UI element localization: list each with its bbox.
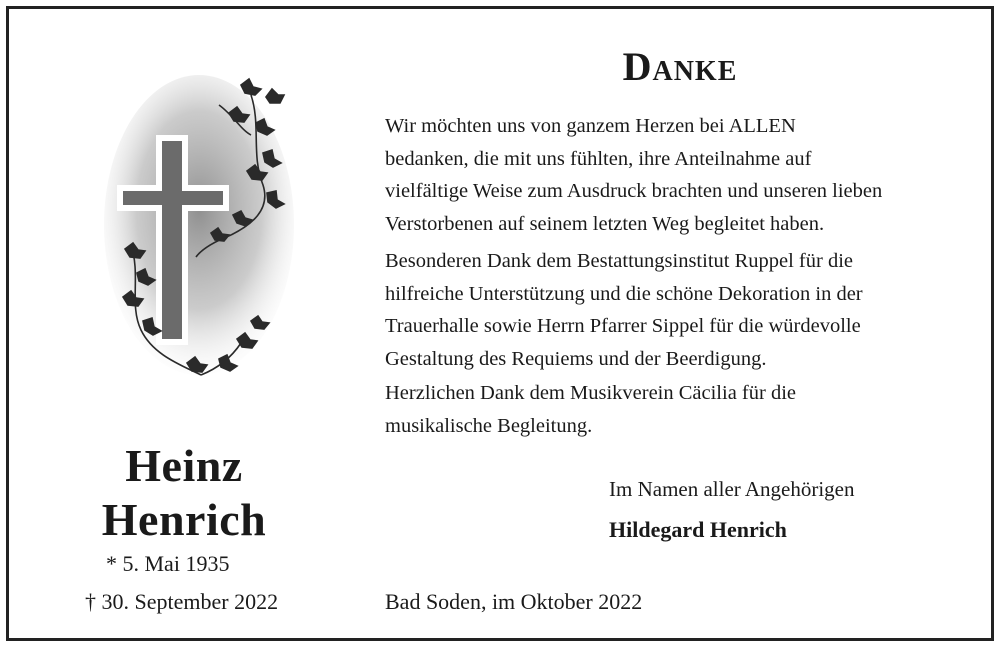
text-line: hilfreiche Unterstützung und die schöne Dekoration in der bbox=[385, 282, 863, 305]
text-line: Herzlichen Dank dem Musikverein Cäcilia für die bbox=[385, 382, 796, 404]
birth-date: * 5. Mai 1935 bbox=[106, 551, 230, 576]
text-line: vielfältige Weise zum Ausdruck brachten und unseren lieben bbox=[385, 180, 883, 202]
deceased-first-name: Heinz bbox=[125, 440, 243, 491]
cross-with-ivy-icon bbox=[101, 75, 301, 393]
deceased-last-name: Henrich bbox=[101, 494, 267, 545]
paragraph-music-thanks bbox=[385, 377, 985, 442]
text-line: bedanken, die mit uns fühlten, ihre Anteilnahme auf bbox=[385, 147, 812, 170]
paragraph-thanks-all bbox=[385, 110, 985, 240]
obituary-notice bbox=[6, 6, 994, 641]
heading-title: Danke bbox=[622, 44, 738, 89]
text-line: musikalische Begleitung. bbox=[385, 414, 593, 437]
text-line: Verstorbenen auf seinem letzten Weg begleitet haben. bbox=[385, 212, 825, 235]
thank-you-column bbox=[385, 9, 985, 638]
text-line: Gestaltung des Requiems und der Beerdigung. bbox=[385, 347, 767, 370]
place-and-date: Bad Soden, im Oktober 2022 bbox=[385, 589, 643, 614]
signer-name: Hildegard Henrich bbox=[609, 517, 787, 542]
signoff-text: Im Namen aller Angehörigen bbox=[609, 477, 855, 501]
deceased-column bbox=[9, 9, 379, 638]
text-line: Besonderen Dank dem Bestattungsinstitut Ruppel für die bbox=[385, 250, 854, 272]
paragraph-special-thanks bbox=[385, 245, 985, 375]
text-line: Trauerhalle sowie Herrn Pfarrer Sippel für die würdevolle bbox=[385, 315, 861, 337]
death-date: † 30. September 2022 bbox=[85, 589, 279, 614]
text-line: Wir möchten uns von ganzem Herzen bei ALLEN bbox=[385, 115, 796, 137]
